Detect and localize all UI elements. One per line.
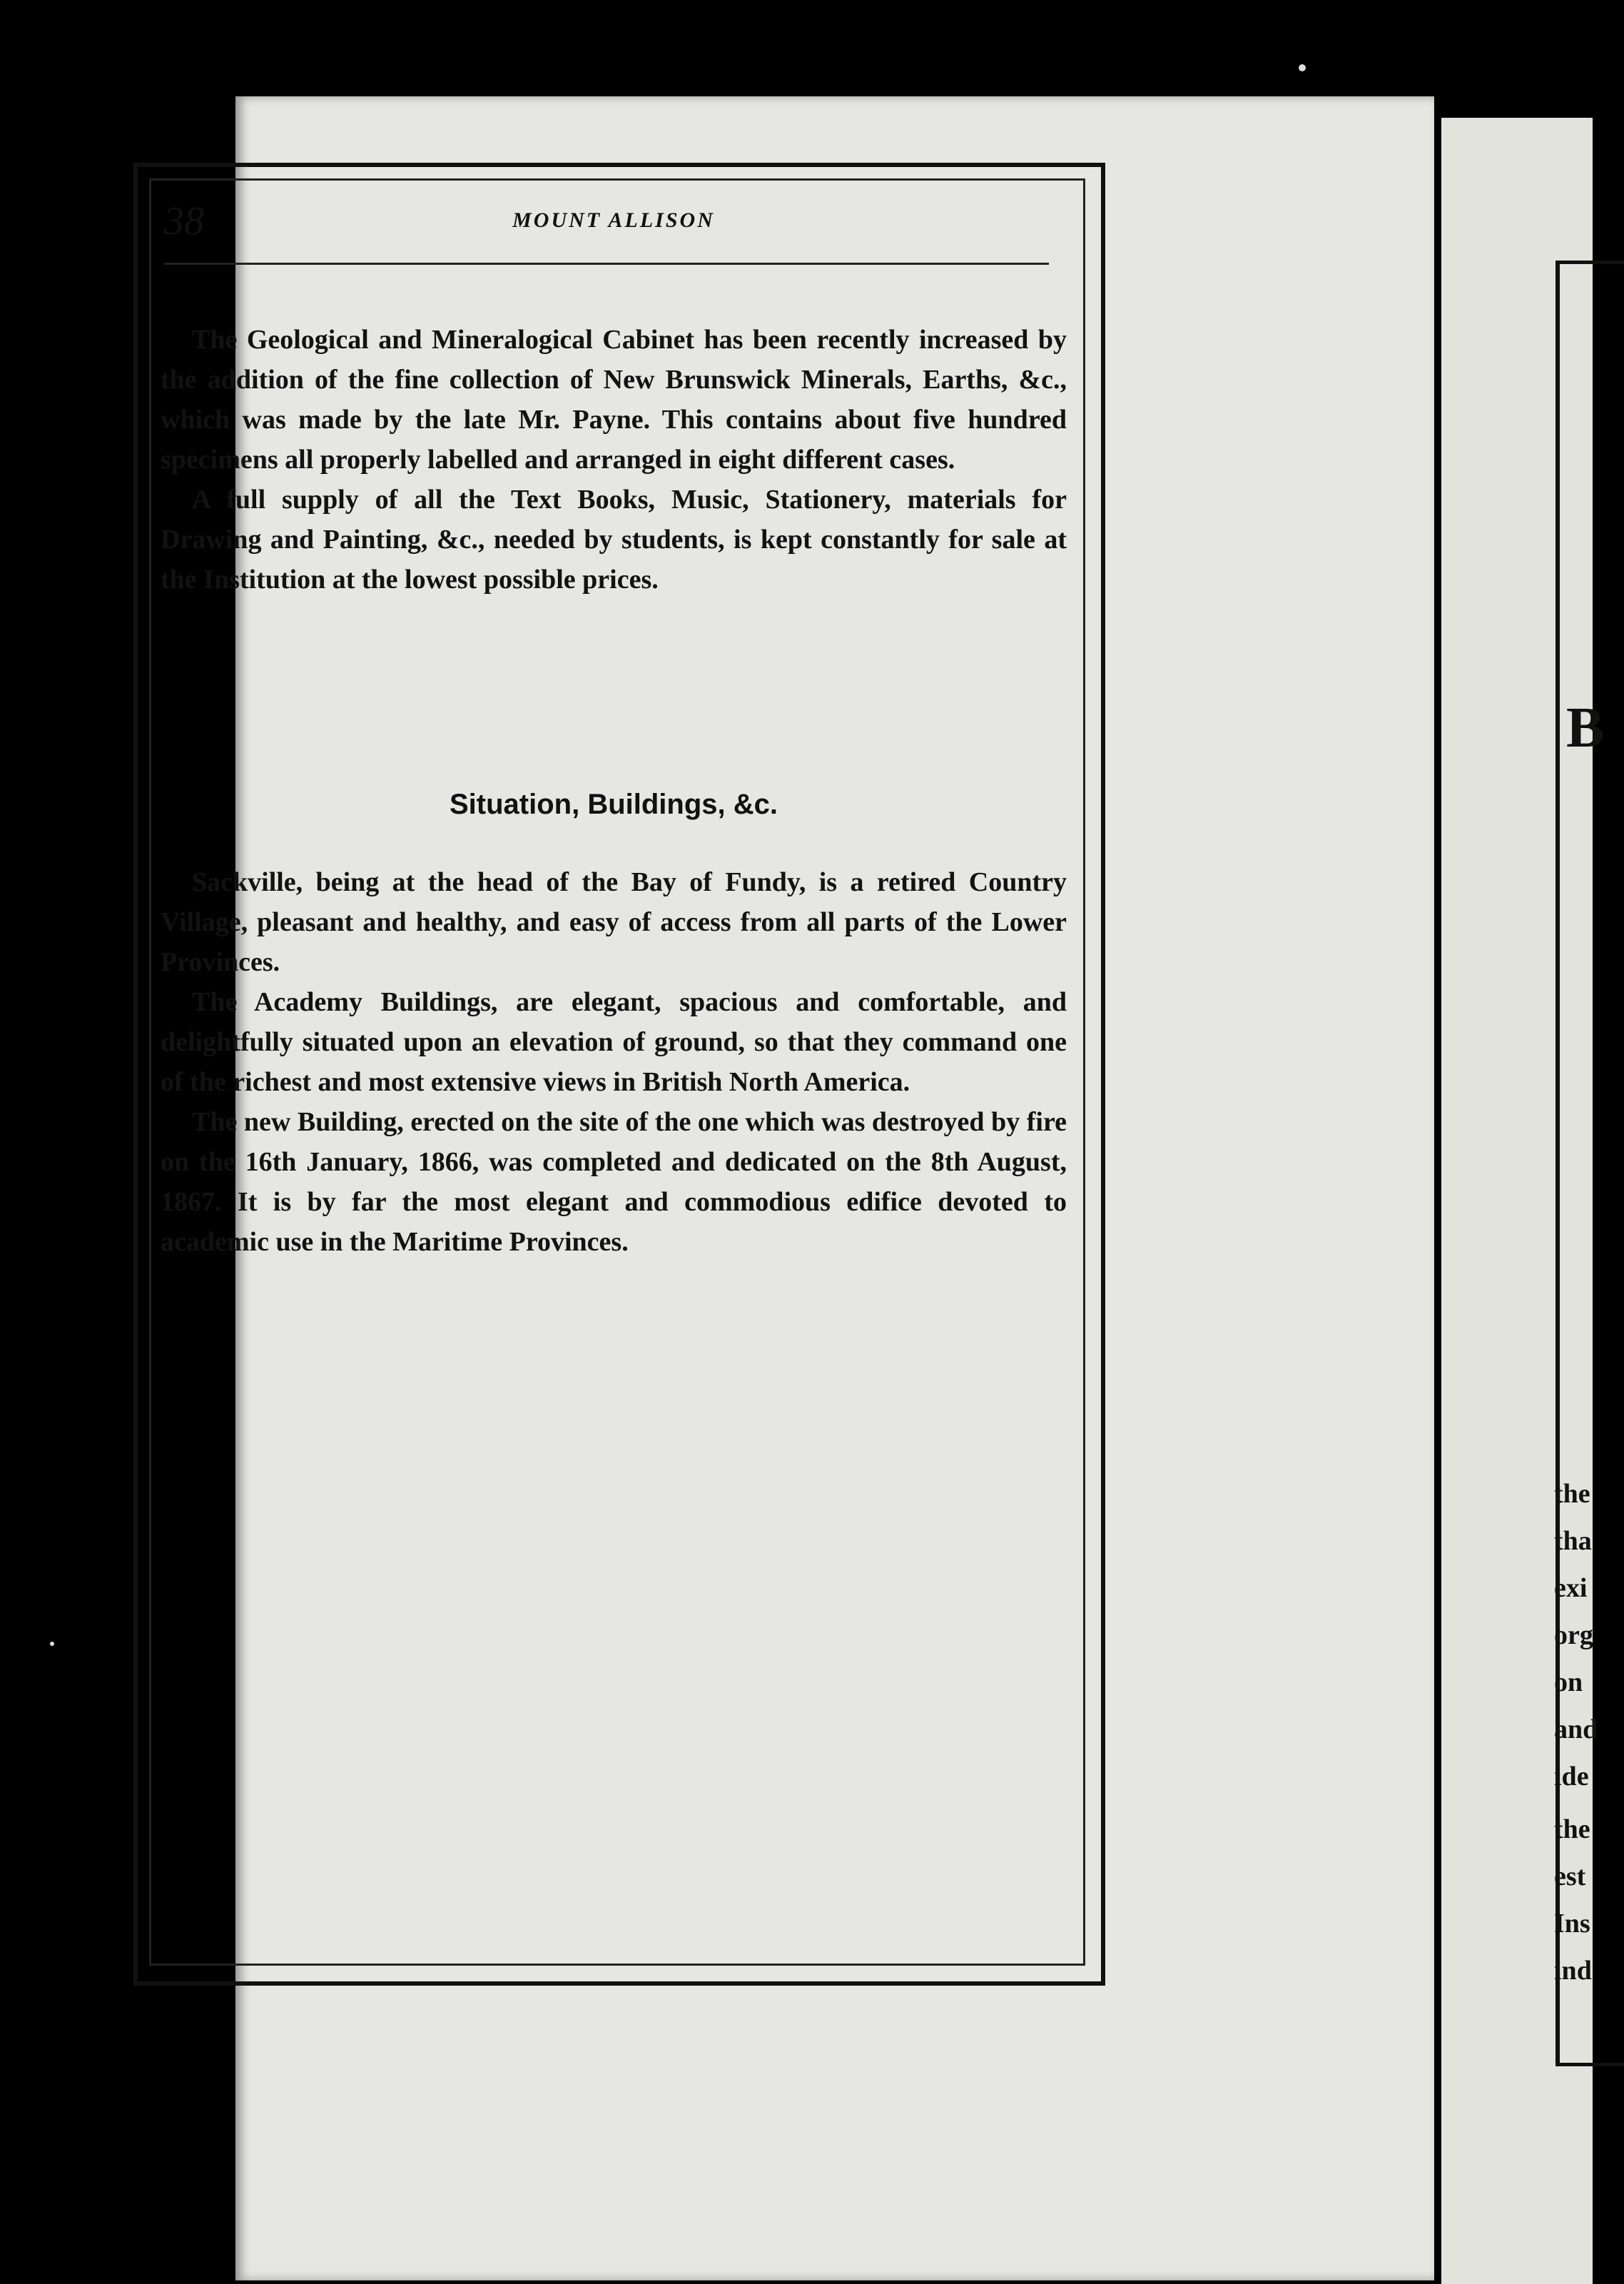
right-line: est [1554,1861,1586,1891]
body-text-section [161,862,1067,1262]
right-line: org [1554,1620,1593,1650]
paragraph-academy-buildings: The Academy Buildings, are elegant, spacious and comfortable, and delightfully situated upon an elevation of ground, so that they command one of the richest and most extensive views in British North America. [161,987,1067,1097]
header-rule [164,263,1049,265]
running-head [164,198,1063,263]
right-page-text-b [1554,1806,1593,1994]
body-text-top [161,320,1067,600]
bleed-through-text [178,1399,1049,1639]
right-line: ind [1554,1956,1592,1986]
right-page-blackletter-glyph: B [1566,697,1605,759]
section-heading: Situation, Buildings, &c. [450,789,778,820]
right-line: and [1554,1714,1598,1744]
paragraph-cabinet: The Geological and Mineralogical Cabinet has been recently increased by the addition of the fine collection of New Brunswick Minerals, Earths, &c., which was made by the late Mr. Payne. This contains about five hundred specimens all properly labelled and arranged in eight different cases. [161,325,1067,475]
scan-speck [50,1642,54,1646]
scan-speck [1299,64,1306,71]
right-line: tha [1554,1526,1592,1556]
paragraph-supplies: A full supply of all the Text Books, Music, Stationery, materials for Drawing and Painting, &c., needed by students, is kept constantly for sale at the Institution at the lowest possible prices. [161,485,1067,595]
running-title: MOUNT ALLISON [512,208,715,232]
page-number: 38 [164,199,204,243]
right-line: the [1554,1814,1590,1844]
right-line: on [1554,1667,1583,1697]
paragraph-new-building: The new Building, erected on the site of the one which was destroyed by fire on the 16th January, 1866, was completed and dedicated on the 8th August, 1867. It is by far the most elegant and commodious edifice devoted to academic use in the Maritime Provinces. [161,1107,1067,1257]
right-page-text-a [1554,1470,1598,1800]
right-line: exi [1554,1573,1588,1603]
right-line: Ins [1554,1909,1590,1939]
paragraph-sackville: Sackville, being at the head of the Bay of Fundy, is a retired Country Village, pleasant and healthy, and easy of access from all parts of the Lower Provinces. [161,867,1067,977]
right-line: ide [1554,1762,1589,1792]
right-line: the [1554,1479,1590,1509]
